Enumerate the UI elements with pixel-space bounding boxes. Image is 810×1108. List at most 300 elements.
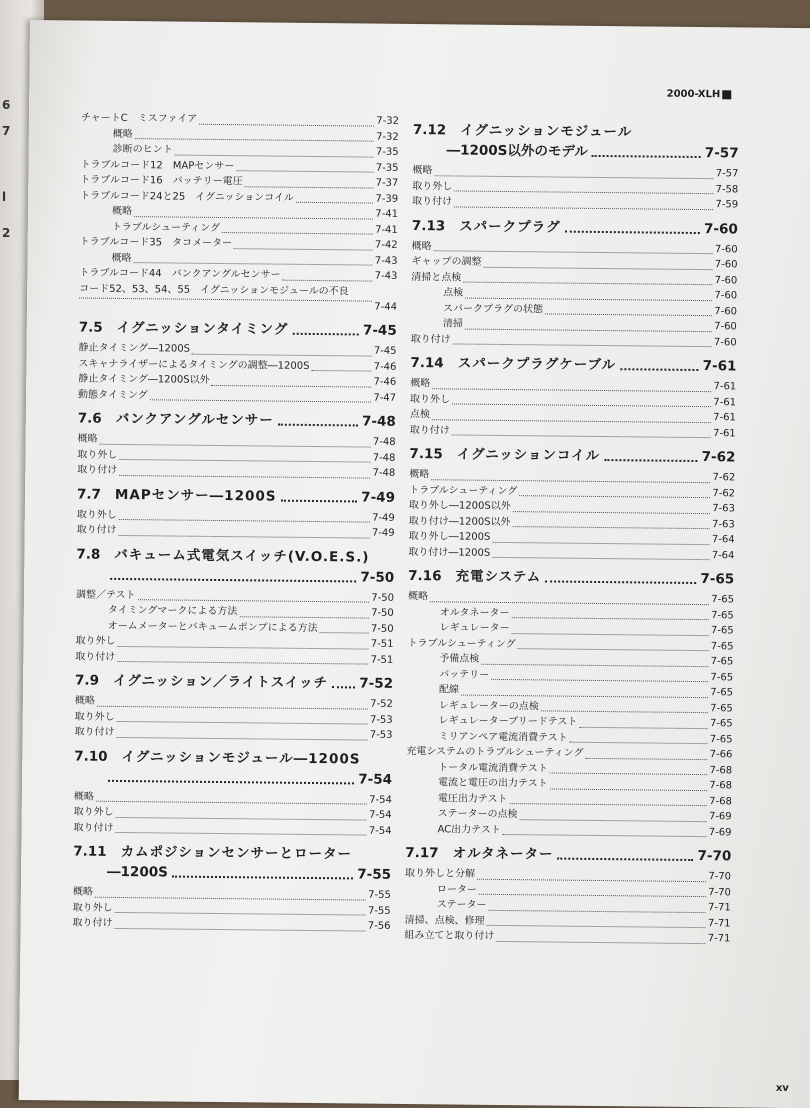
dot-leader [212,383,372,387]
toc-entry-page: 7-62 [712,487,736,499]
toc-entry-page: 7-58 [715,183,739,195]
toc-entry-title: 点検 [443,287,464,299]
toc-entry-page: 7-61 [713,396,737,408]
dot-leader [550,787,708,791]
toc-entry-title: オルタネーター [439,606,510,619]
dot-leader [454,189,713,194]
toc-entry-title: 概略 [111,205,133,218]
dot-leader [95,895,366,900]
dot-leader [236,169,373,172]
toc-entry-page: 7-60 [714,321,737,333]
dot-leader [565,229,700,233]
dot-leader [320,631,369,634]
toc-entry-page: 7-47 [373,392,397,404]
toc-entry-page: 7-61 [712,427,736,439]
section-title: イグニッションモジュール [460,122,633,141]
section-number: 7.13 [411,217,446,234]
dot-leader [172,875,353,880]
toc-entry-title: 取り外しと分解 [405,867,476,880]
toc-entry-page: 7-55 [368,889,391,901]
section-title: スパークプラグケーブル [457,355,617,374]
toc-entry-title: 静止タイミング―1200S [78,342,191,355]
toc-entry-title: レギュレーター [439,622,510,635]
dot-leader [296,201,374,204]
dot-leader [503,833,707,837]
toc-entry[interactable] [77,523,395,542]
toc-entry-title: 取り外し―1200S [408,530,491,543]
toc-entry-title: トラブルシューティング [111,221,221,234]
section-heading-line [76,544,394,567]
toc-entry-title: 取り外し [74,711,115,723]
section-page: 7-52 [359,675,394,692]
toc-entry-page: 7-65 [711,609,734,621]
toc-entry-page: 7-65 [710,656,734,668]
section-number: 7.9 [75,672,100,689]
toc-entry-page: 7-48 [372,452,396,464]
toc-entry-title: 電圧出力テスト [437,792,508,805]
section-title: スパークプラグ [459,218,561,236]
section-title: オルタネーター [452,845,554,863]
toc-entry-page: 7-61 [713,381,737,393]
toc-entry-page: 7-57 [715,168,739,180]
toc-entry-title: 清掃 [442,318,463,330]
dot-leader [465,296,712,301]
dot-leader [545,312,712,316]
dot-leader [311,369,371,372]
section-title-continued: ―1200S以外のモデル [446,142,588,160]
dot-leader [579,725,708,728]
toc-entry-title: ステーターの点検 [437,808,518,821]
dot-leader [115,911,366,916]
dot-leader [496,939,705,943]
toc-entry-title: 概略 [409,468,430,481]
toc-entry-page: 7-69 [708,826,732,838]
adjacent-page-fragment: 2 [2,226,11,240]
toc-entry-page: 7-48 [372,436,396,448]
toc-entry-title: 取り付け [73,822,114,834]
dot-leader [620,367,699,371]
dot-leader [483,265,712,269]
header-square-mark [722,90,731,99]
toc-entry-title: 調整／テスト [75,589,136,601]
toc-entry-page: 7-53 [369,729,393,741]
dot-leader [434,174,713,179]
dot-leader [453,342,712,347]
toc-entry-title: ローター [436,883,477,896]
dot-leader [234,247,373,250]
toc-entry-title: 静止タイミング―1200S以外 [78,373,210,386]
dot-leader [117,660,368,665]
toc-entry-page: 7-54 [369,794,392,806]
dot-leader [463,281,712,286]
section-number: 7.16 [408,567,442,585]
toc-entry-page: 7-51 [370,654,394,666]
toc-entry-title: 取り付け [410,333,451,345]
toc-section-heading[interactable] [75,671,393,694]
toc-entry-page: 7-66 [709,749,733,761]
dot-leader [278,423,358,427]
toc-section-heading[interactable] [409,444,735,467]
toc-entry-page: 7-32 [376,131,399,143]
toc-entry-title: トラブルコード16 バッテリー電圧 [80,174,243,188]
section-heading-line [74,746,392,769]
toc-entry-title: コード52、53、54、55 イグニッションモジュールの不良 [79,283,349,297]
dot-leader [492,540,710,544]
dot-leader [513,525,711,529]
toc-entry-title: 取り付け [409,424,450,436]
toc-section-heading[interactable] [408,566,734,589]
section-number: 7.8 [76,546,101,563]
toc-entry-page: 7-60 [714,305,738,317]
dot-leader [492,556,710,560]
dot-leader [119,533,370,538]
section-title: イグニッション／ライトスイッチ [112,672,329,692]
toc-entry-page: 7-46 [373,376,397,388]
toc-entry-title: オームメーターとバキュームポンプによる方法 [107,620,318,634]
adjacent-page-fragment: 6 [2,98,11,112]
dot-leader [519,494,710,498]
toc-entry-page: 7-65 [710,625,734,637]
toc-entry-title: 概略 [74,695,95,707]
toc-entry-page: 7-63 [712,503,735,515]
section-number: 7.11 [73,843,107,860]
section-title: MAPセンサー―1200S [114,486,277,505]
dot-leader [432,387,711,392]
dot-leader [110,576,356,582]
dot-leader [518,647,709,651]
toc-entry-title: 点検 [409,409,430,421]
section-page: 7-54 [358,770,393,788]
toc-entry-page: 7-62 [712,472,736,484]
dot-leader [239,615,369,618]
dot-leader [119,458,370,463]
section-heading-line [73,861,391,884]
toc-entry-title: チャートC ミスファイア [80,112,198,125]
toc-entry-page: 7-65 [710,687,734,699]
dot-leader [509,802,707,806]
dot-leader [489,908,706,912]
toc-entry-page: 7-65 [710,671,734,683]
toc-entry-page: 7-50 [371,607,394,619]
toc-entry-page: 7-59 [715,199,739,211]
toc-section-heading[interactable] [413,120,739,163]
toc-entry-title: 概略 [77,433,98,445]
section-number: 7.5 [78,319,103,336]
toc-entry-title: ギャップの調整 [411,256,482,268]
toc-entry-page: 7-39 [375,193,399,205]
toc-entry[interactable] [405,821,731,840]
toc-entry-page: 7-45 [373,345,397,357]
toc-entry-title: レギュレーターブリードテスト [438,715,578,728]
dot-leader [135,137,374,142]
dot-leader [119,473,370,478]
toc-entry-page: 7-32 [376,115,400,127]
section-number: 7.15 [409,445,443,463]
toc-entry-page: 7-64 [711,534,735,546]
toc-entry[interactable] [74,725,392,744]
section-page: 7-50 [360,568,395,586]
section-page: 7-65 [700,571,735,588]
toc-entry[interactable] [78,387,396,406]
dot-leader [487,924,706,928]
toc-entry-title: レギュレーターの点検 [438,699,539,712]
dot-leader [604,458,698,462]
dot-leader [134,215,373,220]
toc-entry-title: 組み立てと取り付け [404,929,495,942]
toc-entry-page: 7-70 [708,871,732,883]
toc-entry-page: 7-54 [368,825,392,837]
toc-entry-page: 7-46 [373,361,397,373]
toc-entry-title: 取り付け [72,917,113,929]
toc-entry-title: トラブルコード12 MAPセンサー [80,159,235,172]
section-heading-line [413,140,739,163]
toc-entry-title: トラブルコード35 タコメーター [79,236,233,250]
section-page: 7-55 [357,866,392,883]
toc-entry-page: 7-70 [708,886,731,898]
dot-leader [585,756,707,759]
dot-leader [108,778,354,784]
dot-leader [513,510,711,514]
section-title-continued: ―1200S [107,863,168,881]
toc-entry-title: 概略 [411,240,432,252]
toc-entry-title: 概略 [410,378,431,390]
toc-entry-page: 7-54 [368,809,392,821]
toc-column-left [72,111,399,935]
toc-entry-title: スキャナライザーによるタイミングの調整―1200S [78,358,310,372]
toc-entry-title: 概略 [412,165,433,177]
toc-entry-title: 取り外し [76,509,117,521]
section-number: 7.10 [74,748,108,765]
toc-section-heading[interactable] [405,843,731,866]
toc-entry-page: 7-60 [714,290,738,302]
dot-leader [114,926,365,931]
toc-entry-page: 7-41 [375,208,399,220]
toc-entry-title: 取り付け [77,464,118,476]
section-heading-line [74,766,392,789]
dot-leader [199,122,374,126]
adjacent-page-fragment: 7 [2,124,11,138]
dot-leader [100,442,371,447]
toc-section-heading[interactable] [410,353,736,376]
toc-entry-page: 7-68 [709,780,733,792]
toc-section-heading[interactable] [76,544,394,587]
toc-entry-page: 7-61 [713,412,736,424]
toc-entry-title: 取り付け―1200S [408,546,491,559]
toc-entry-title: 取り外し [409,393,451,405]
toc-entry-page: 7-49 [372,512,395,524]
toc-entry-title: 配線 [438,684,460,696]
dot-leader [117,720,368,725]
dot-leader [222,231,373,235]
toc-entry-title: タイミングマークによる方法 [107,604,238,618]
toc-entry[interactable] [411,332,737,351]
toc-entry-title: 取り外し [75,635,116,647]
toc-entry-page: 7-63 [711,518,735,530]
dot-leader [461,693,708,698]
dot-leader [519,818,706,822]
toc-entry-page: 7-42 [374,239,398,251]
dot-leader [97,704,368,709]
dot-leader [545,579,696,584]
toc-entry-page: 7-53 [369,714,393,726]
toc-entry-page: 7-60 [714,259,738,271]
toc-entry-page: 7-65 [709,733,733,745]
toc-entry-page: 7-52 [370,698,393,710]
toc-entry-title: 取り外し [72,901,113,914]
section-title: バンクアングルセンサー [115,410,274,429]
dot-leader [491,678,708,682]
toc-entry-title: 概略 [73,791,94,803]
toc-entry-title: 電流と電圧の出力テスト [437,777,548,790]
toc-entry[interactable] [77,463,395,482]
dot-leader [432,418,711,423]
section-number: 7.14 [410,355,444,372]
dot-leader [430,600,709,605]
toc-entry[interactable] [412,194,738,213]
toc-entry-title: 取り付け [75,651,116,663]
dot-leader [481,662,708,666]
section-title: カムポジションセンサーとローター [120,843,353,863]
toc-entry-title: 取り付け [74,726,115,738]
dot-leader [116,815,367,820]
dot-leader [119,518,370,523]
toc-entry-title: トータル電流消費テスト [438,761,548,774]
section-page: 7-49 [361,488,396,506]
dot-leader [465,327,712,332]
toc-entry-title: 取り外し [77,449,118,461]
toc-entry-page: 7-60 [714,274,738,286]
toc-entry-title: 充電システムのトラブルシューティング [406,745,584,759]
toc-entry[interactable] [76,618,394,637]
section-title: バキューム式電気スイッチ(V.O.E.S.) [114,546,370,566]
dot-leader [283,278,373,281]
section-page: 7-57 [704,145,739,162]
section-page: 7-62 [701,449,736,466]
toc-entry-title: 診断のヒント [112,143,173,156]
dot-leader [592,154,701,158]
dot-leader [192,352,372,356]
toc-entry-page: 7-56 [367,920,391,932]
toc-entry-page: 7-44 [374,301,398,313]
toc-entry-page: 7-65 [711,594,735,606]
toc-section-heading[interactable] [74,746,392,789]
toc-entry-title: トラブルシューティング [409,484,518,497]
toc-section-heading[interactable] [77,484,395,507]
toc-entry-page: 7-64 [711,549,735,561]
toc-entry-page: 7-71 [707,902,731,914]
page-header [667,89,732,101]
adjacent-page-fragment: l [2,190,7,204]
toc-entry[interactable] [79,281,397,315]
toc-entry-title: バッテリー [439,668,490,681]
dot-leader [280,498,357,502]
toc-entry-title: 取り付け―1200S以外 [408,515,511,528]
toc-entry-title: 取り外し [73,806,114,818]
toc-column-right [404,114,739,947]
toc-section-heading[interactable] [412,216,738,239]
dot-leader [96,800,367,805]
dot-leader [115,831,366,836]
toc-section-heading[interactable] [73,841,391,884]
toc-entry-page: 7-69 [708,811,732,823]
toc-entry-title: 概略 [111,252,132,264]
section-title: イグニッションモジュール―1200S [121,748,361,768]
dot-leader [511,616,709,620]
section-title: イグニッションコイル [456,446,601,464]
model-label: 2000-XLH [666,88,721,101]
dot-leader [479,893,706,897]
toc-entry[interactable] [410,422,736,441]
toc-entry[interactable] [404,928,730,947]
toc-entry-page: 7-35 [375,146,399,158]
section-number: 7.6 [77,410,102,427]
toc-entry-title: トラブルシューティング [407,637,516,650]
toc-entry-title: 概略 [112,128,133,140]
dot-leader [558,857,694,861]
toc-entry-title: 動態タイミング [78,389,148,401]
dot-leader [434,249,713,254]
dot-leader [454,205,713,210]
dot-leader [477,877,706,881]
toc-entry-page: 7-55 [367,905,391,917]
toc-entry-page: 7-68 [709,795,732,807]
section-title: 充電システム [455,568,542,586]
toc-entry-title: 取り付け [412,196,453,208]
toc-entry-page: 7-60 [714,243,738,255]
toc-entry-page: 7-65 [709,718,733,730]
toc-entry-page: 7-50 [370,623,394,635]
dot-leader [431,478,710,483]
page-number: xv [775,1082,789,1095]
toc-entry-page: 7-43 [374,255,398,267]
section-page: 7-70 [697,848,732,865]
toc-entry-title: トラブルコード44 バンクアングルセンサー [79,267,281,281]
dot-leader [512,632,709,636]
dot-leader [245,185,374,188]
toc-entry-page: 7-35 [375,162,399,174]
toc-entry-page: 7-65 [710,702,733,714]
dot-leader [116,735,367,740]
toc-entry-title: 清掃と点検 [411,271,462,284]
toc-entry-title: AC出力テスト [437,823,501,836]
toc-entry[interactable] [72,915,390,934]
toc-entry-title: トラブルコード24と25 イグニッションコイル [80,190,294,204]
dot-leader [133,261,372,266]
toc-entry[interactable] [408,544,734,563]
dot-leader [292,332,359,336]
toc-entry-page: 7-48 [372,467,396,479]
toc-section-heading[interactable] [78,409,396,432]
toc-entry-page: 7-60 [713,336,737,348]
dot-leader [138,598,370,602]
toc-entry-page: 7-37 [375,177,399,189]
section-page: 7-48 [361,413,396,430]
dot-leader [175,153,374,157]
dot-leader [452,402,711,407]
toc-section-heading[interactable] [79,318,397,341]
toc-entry-page: 7-71 [707,933,731,945]
section-title: イグニッションタイミング [116,319,289,338]
section-page: 7-60 [703,220,738,237]
section-number: 7.7 [76,486,102,503]
toc-entry-title: スパークプラグの状態 [442,302,544,315]
toc-entry-title: 取り外し―1200S以外 [408,499,511,513]
section-page: 7-61 [702,358,737,375]
dot-leader [332,685,355,688]
toc-entry[interactable] [75,649,393,668]
toc-entry[interactable] [73,820,391,839]
dot-leader [541,709,708,713]
